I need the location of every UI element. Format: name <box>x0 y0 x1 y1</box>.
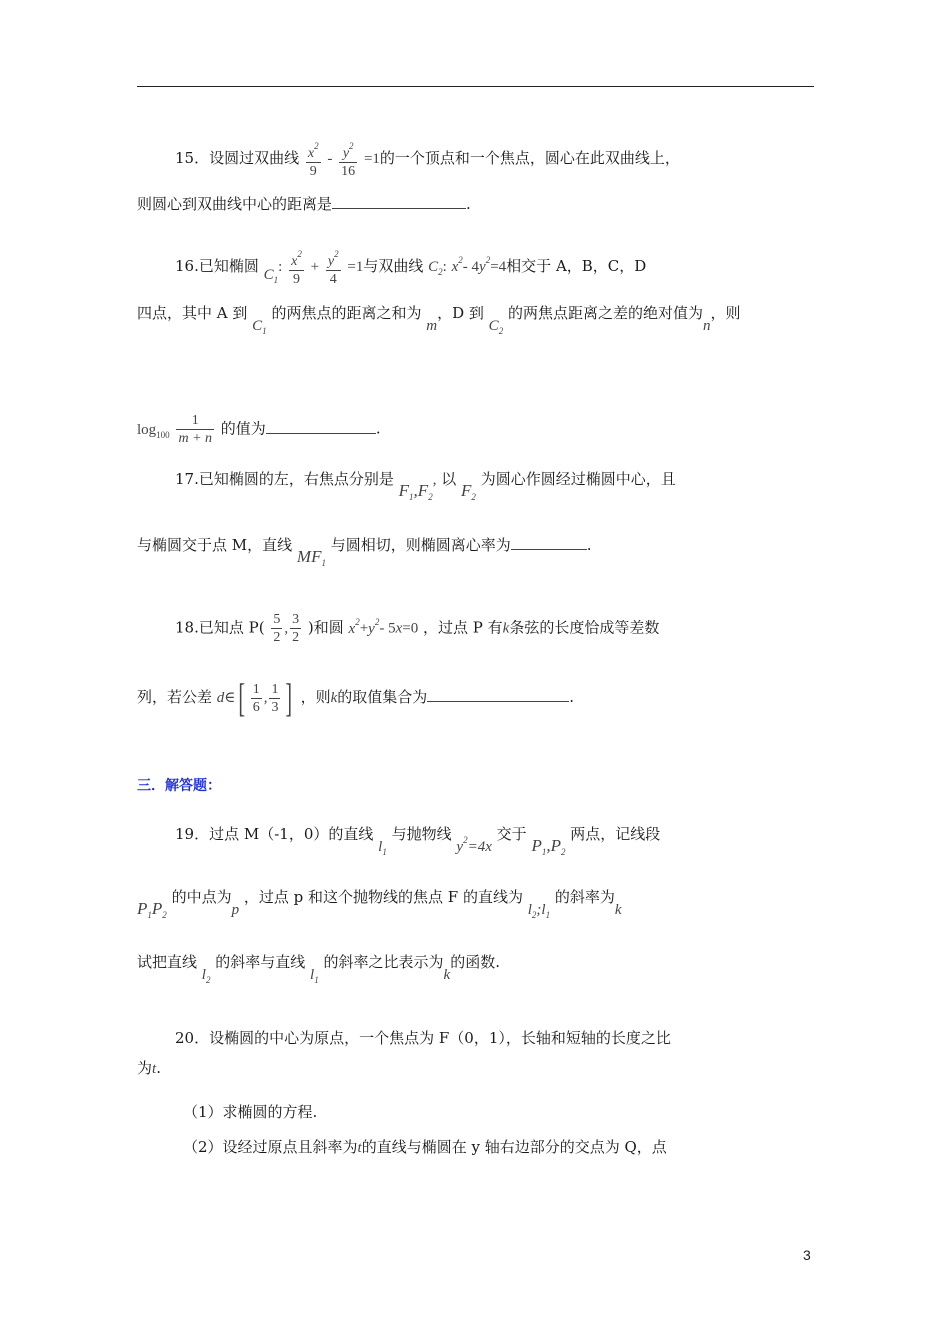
answer-blank <box>332 194 466 209</box>
header-rule <box>137 86 814 87</box>
fraction-x2-over-9: $\frac{x^2}{9}$ <box>306 138 321 180</box>
fraction-x2-over-9: $\frac{x^2}{9}$ <box>289 246 304 288</box>
answer-blank <box>511 535 587 550</box>
problem-20-line-1: 20．设椭圆的中心为原点，一个焦点为 F（0，1），长轴和短轴的长度之比 <box>175 1029 671 1047</box>
problem-16-line-3: $\log_{100}$ $\frac{1}{m + n}$ 的值为 . <box>137 413 381 446</box>
problem-15-line-1: 15．设圆过双曲线 $\frac{x^2}{9}$ - $\frac{y^2}{16}$ =1的一个顶点和一个焦点，圆心在此双曲线上， <box>175 138 680 180</box>
section-heading: 三．解答题： <box>137 778 221 794</box>
answer-blank <box>266 419 376 434</box>
fraction-y2-over-4: $\frac{y^2}{4}$ <box>326 246 341 288</box>
problem-17-line-2: 与椭圆交于点 M，直线 $MF_1$ 与圆相切，则椭圆离心率为 . <box>137 536 592 568</box>
problem-16-line-2: 四点，其中 A 到 $C_1$ 的两焦点的距离之和为 m，D 到 $C_2$ 的两焦点距离之差的绝对值为n，则 <box>137 304 741 336</box>
fraction-3-over-2: $\frac{3}{2}$ <box>292 612 300 645</box>
fraction-1-over-3: $\frac{1}{3}$ <box>271 681 279 715</box>
problem-16-line-1: 16.已知椭圆 $C_1$: $\frac{x^2}{9}$ + $\frac{y^2}{4}$ =1与双曲线 $C_2$: $x^2-$ $4y^2=4$相交于 A，B，C，D <box>175 246 646 288</box>
problem-19-line-3: 试把直线 $l_2$ 的斜率与直线 $l_1$ 的斜率之比表示为k的函数. <box>137 953 500 985</box>
problem-19-line-2: $P_1P_2$ 的中点为p ，过点 p 和这个抛物线的焦点 F 的直线为 $l_2;l_1$ 的斜率为k <box>137 888 622 920</box>
problem-20-line-2: 为t. <box>137 1059 161 1077</box>
problem-20-question-2: （2）设经过原点且斜率为t的直线与椭圆在 y 轴右边部分的交点为 Q，点 <box>183 1138 667 1156</box>
page-number: 3 <box>803 1247 811 1263</box>
problem-19-line-1: 19．过点 M（-1，0）的直线 $l_1$ 与抛物线 $y^2=4x$ 交于 $P_1,P_2$ 两点，记线段 <box>175 825 661 857</box>
problem-18-line-2: 列，若公差 d∈[ $\frac{1}{6}$ , $\frac{1}{3}$ ] ，则k的取值集合为 . <box>137 675 575 720</box>
fraction-1-over-m-plus-n: $\frac{1}{m + n}$ <box>178 413 213 446</box>
fraction-5-over-2: $\frac{5}{2}$ <box>273 612 281 645</box>
problem-18-line-1: 18.已知点 P( $\frac{5}{2}$ , $\frac{3}{2}$ )和圆 $x^2+y^2-$ 5x=0 ，过点 P 有k条弦的长度恰成等差数 <box>175 612 660 645</box>
problem-15-line-2: 则圆心到双曲线中心的距离是 . <box>137 195 471 213</box>
problem-20-question-1: （1）求椭圆的方程. <box>183 1103 318 1121</box>
fraction-1-over-6: $\frac{1}{6}$ <box>252 681 260 715</box>
fraction-y2-over-16: $\frac{y^2}{16}$ <box>339 138 357 180</box>
answer-blank <box>427 687 569 702</box>
problem-17-line-1: 17.已知椭圆的左，右焦点分别是 $F_1,F_2$, 以 $F_2$ 为圆心作圆经过椭圆中心，且 <box>175 470 676 502</box>
